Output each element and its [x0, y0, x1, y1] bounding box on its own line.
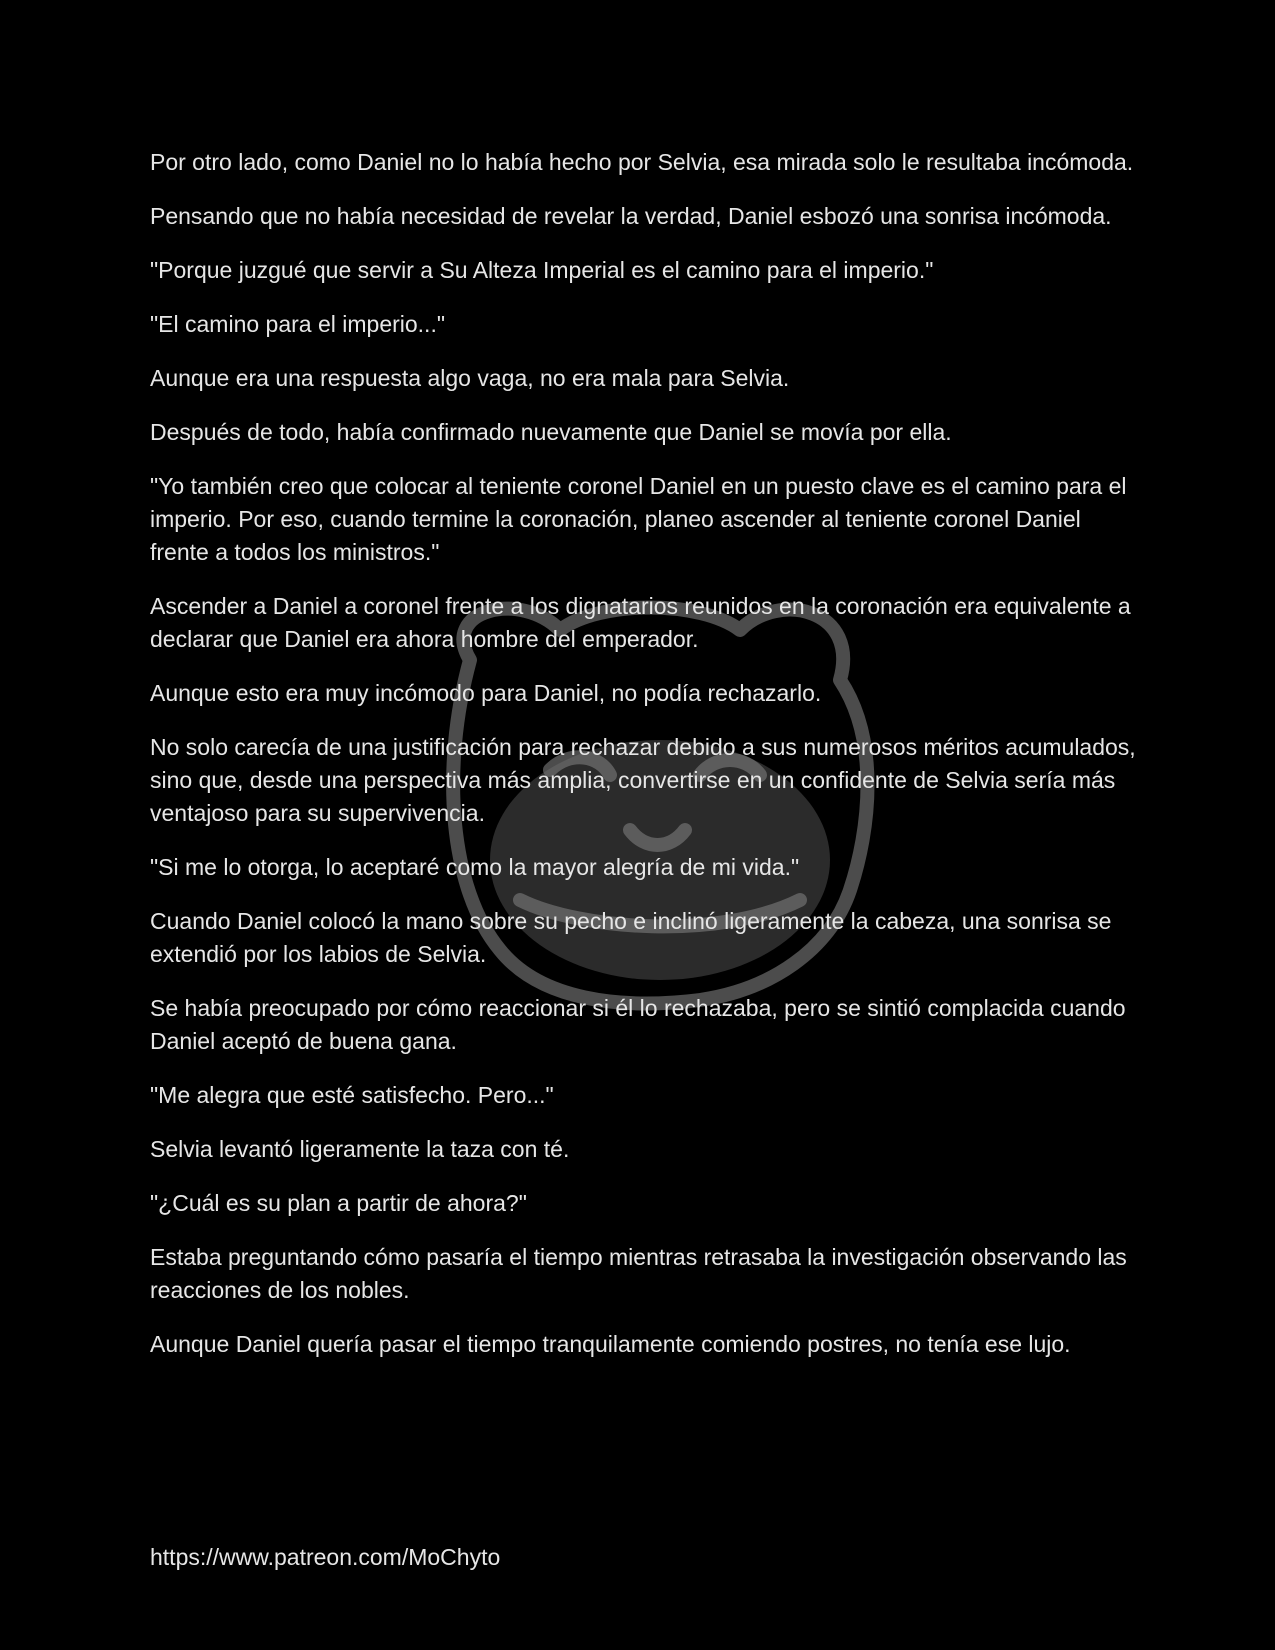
patreon-link[interactable]: https://www.patreon.com/MoChyto: [150, 1544, 501, 1570]
paragraph: Selvia levantó ligeramente la taza con té.: [150, 1136, 570, 1162]
paragraph: Aunque esto era muy incómodo para Daniel, no podía rechazarlo.: [150, 680, 822, 706]
paragraph: Ascender a Daniel a coronel frente a los dignatarios reunidos en la coronación era equivalente a declarar que Daniel era ahora hombre del emperador.: [150, 593, 1131, 652]
paragraph: Estaba preguntando cómo pasaría el tiempo mientras retrasaba la investigación observando las reacciones de los nobles.: [150, 1244, 1127, 1303]
paragraph: "Me alegra que esté satisfecho. Pero...": [150, 1082, 554, 1108]
paragraph: Aunque Daniel quería pasar el tiempo tranquilamente comiendo postres, no tenía ese lujo.: [150, 1331, 1071, 1357]
paragraph: Se había preocupado por cómo reaccionar si él lo rechazaba, pero se sintió complacida cuando Daniel aceptó de buena gana.: [150, 995, 1126, 1054]
paragraph: "¿Cuál es su plan a partir de ahora?": [150, 1190, 527, 1216]
paragraph: "Si me lo otorga, lo aceptaré como la mayor alegría de mi vida.": [150, 854, 800, 880]
paragraph: Aunque era una respuesta algo vaga, no era mala para Selvia.: [150, 365, 790, 391]
paragraph: Pensando que no había necesidad de revelar la verdad, Daniel esbozó una sonrisa incómoda.: [150, 203, 1112, 229]
document-body: [150, 146, 1140, 1382]
paragraph: "Yo también creo que colocar al teniente coronel Daniel en un puesto clave es el camino para el imperio. Por eso, cuando termine la coronación, planeo ascender al teniente coronel Daniel frente a todos los ministros.": [150, 473, 1127, 565]
paragraph: No solo carecía de una justificación para rechazar debido a sus numerosos méritos acumulados, sino que, desde una perspectiva más amplia, convertirse en un confidente de Selvia sería más ventajoso para su supervivencia.: [150, 734, 1136, 826]
paragraph: Por otro lado, como Daniel no lo había hecho por Selvia, esa mirada solo le resultaba incómoda.: [150, 149, 1134, 175]
paragraph: "El camino para el imperio...": [150, 311, 446, 337]
paragraph: Cuando Daniel colocó la mano sobre su pecho e inclinó ligeramente la cabeza, una sonrisa se extendió por los labios de Selvia.: [150, 908, 1112, 967]
paragraph: "Porque juzgué que servir a Su Alteza Imperial es el camino para el imperio.": [150, 257, 934, 283]
paragraph: Después de todo, había confirmado nuevamente que Daniel se movía por ella.: [150, 419, 952, 445]
